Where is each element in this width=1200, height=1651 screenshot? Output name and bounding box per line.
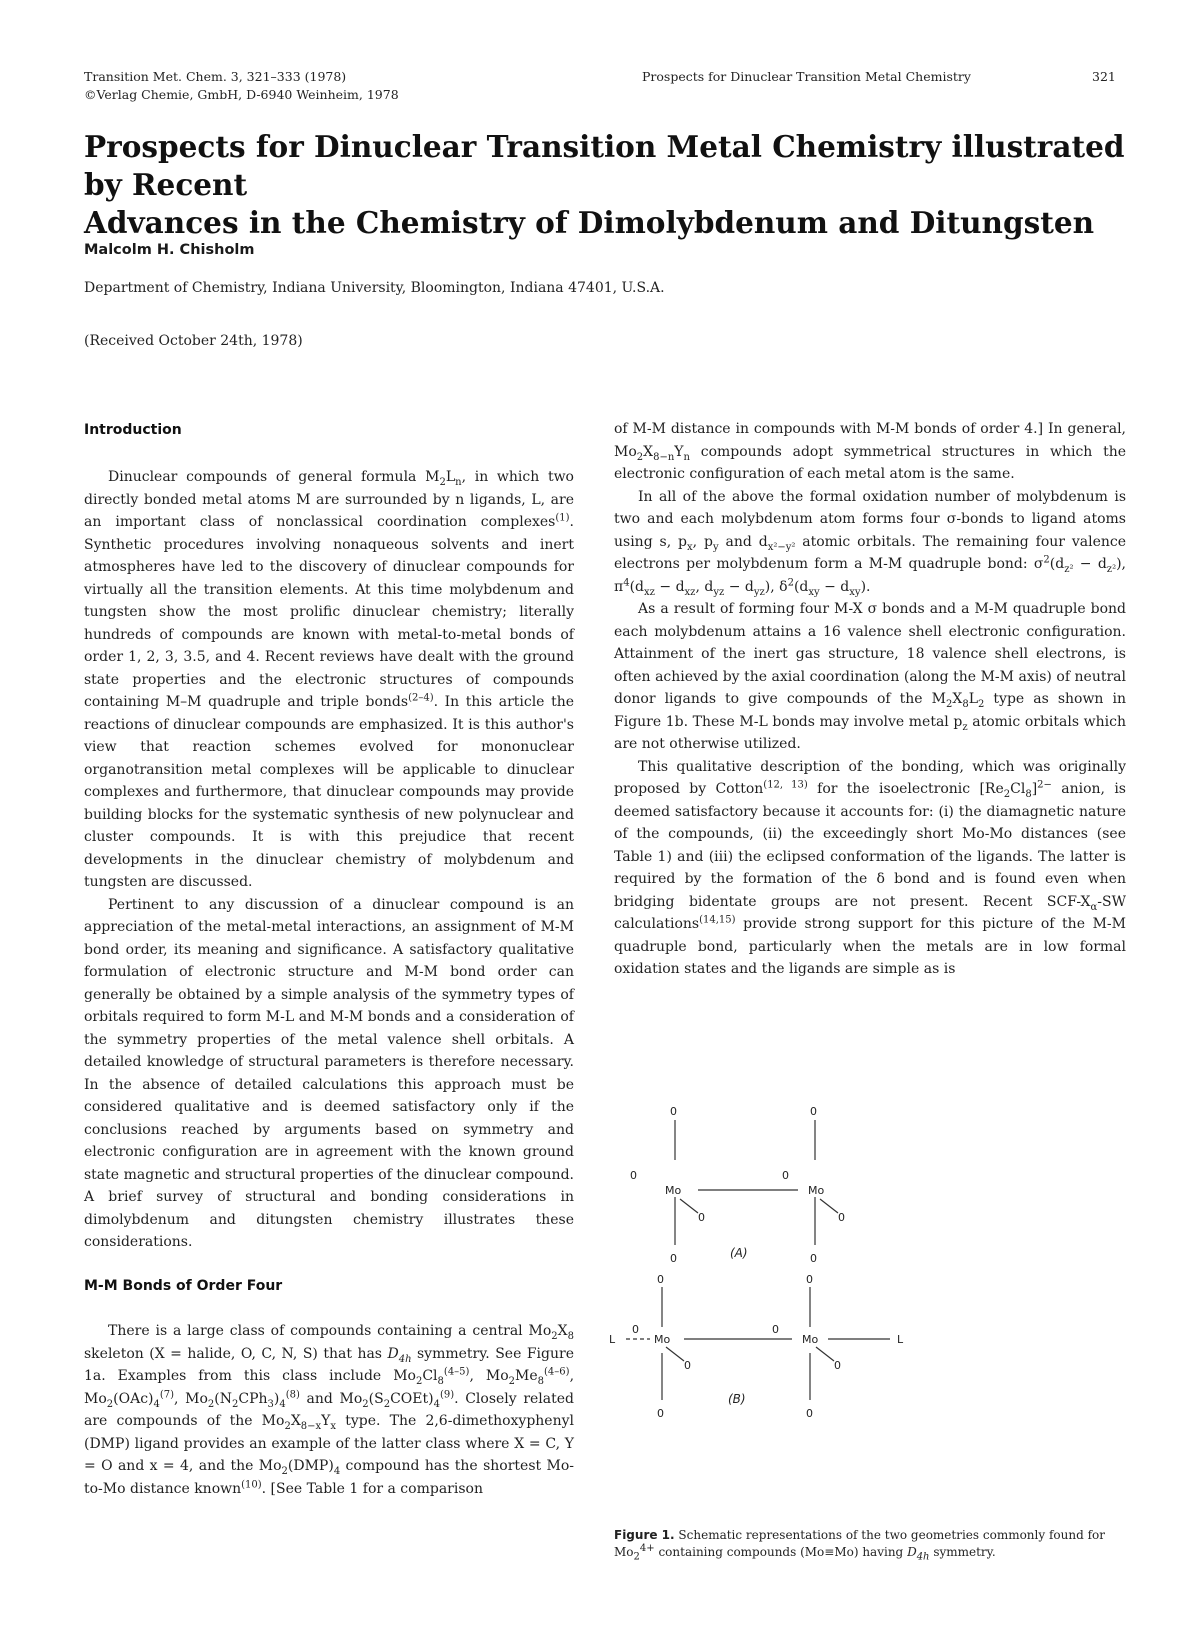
- intro-paragraph-1: Dinuclear compounds of general formula $M_2L_n$, in which two directly bonded metal atoms M are surrounded by n ligands, L, are an important class of nonclassical coordination complexes$^{(1)}$. Synthetic procedures involving nonaqueous solvents and inert atmospheres have led to the discovery of dinuclear compounds for virtually all the transition elements. At this time molybdenum and tungsten show the most prolific dinuclear chemistry; literally hundreds of compounds are known with metal-to-metal bonds of order 1, 2, 3, 3.5, and 4. Recent reviews have dealt with the ground state properties and the electronic structures of compounds containing M–M quadruple and triple bonds$^{(2-4)}$. In this article the reactions of dinuclear compounds are emphasized. It is this author's view that reaction schemes evolved for mononuclear organotransition metal complexes will be applicable to dinuclear complexes and furthermore, that dinuclear compounds may provide building blocks for the systematic synthesis of new polynuclear and cluster compounds. It is with this prejudice that recent developments in the dinuclear chemistry of molybdenum and tungsten are discussed.: [84, 469, 575, 890]
- article-title: [84, 128, 1144, 242]
- right-paragraph-4: This qualitative description of the bonding, which was originally proposed by Cotton$^{(12, 13)}$ for the isoelectronic $[Re_2Cl_8]^{2-}$ anion, is deemed satisfactory because it accounts for: (i) the diamagnetic nature of the compounds, (ii) the exceedingly short Mo-Mo distances (see Table 1) and (iii) the eclipsed conformation of the ligands. The latter is required by the formation of the δ bond and is found even when bridging bidentate groups are not present. Recent SCF-$X_\alpha-SW$ calculations$^{(14,15)}$ provide strong support for this picture of the M-M quadruple bond, particularly when the metals are in low formal oxidation states and the ligands are simple as is: [614, 758, 1126, 977]
- atom-l: L: [897, 1333, 904, 1346]
- right-paragraph-3: As a result of forming four M-X σ bonds and a M-M quadruple bond each molybdenum attains a 16 valence shell electronic configuration. Attainment of the inert gas structure, 18 valence shell electrons, is often achieved by the axial coordination (along the M-M axis) of neutral donor ligands to give compounds of the $M_2X_8L_2$ type as shown in Figure 1b. These M-L bonds may involve metal $p_z$ atomic orbitals which are not otherwise utilized.: [614, 601, 1126, 752]
- mm4-paragraph-1: There is a large class of compounds containing a central $Mo_2X_8$ skeleton (X = halide, O, C, N, S) that has $D_{4h}$ symmetry. See Figure 1a. Examples from this class include $Mo_2Cl_8^{(4-5)}$, $Mo_2Me_8^{(4-6)}$, $Mo_2(OAc)_4^{(7)}$, $Mo_2(N_2CPh_3)_4^{(8)}$ and $Mo_2(S_2COEt)_4^{(9)}$. Closely related are compounds of the $Mo_2X_{8-x}Y_x$ type. The 2,6-dimethoxyphenyl (DMP) ligand provides an example of the latter class where X = C, Y = O and x = 4, and the $Mo_2(DMP)_4$ compound has the shortest Mo-to-Mo distance known$^{(10)}$. [See Table 1 for a comparison: [84, 1323, 575, 1497]
- right-column-text: [614, 418, 1126, 981]
- bond-a-left-diag: [680, 1199, 698, 1213]
- label-structure-a: (A): [730, 1246, 748, 1260]
- atom-o: 0: [782, 1169, 789, 1182]
- atom-mo: Mo: [802, 1333, 819, 1346]
- atoms-a: [630, 1105, 845, 1265]
- atom-o: 0: [810, 1105, 817, 1118]
- atom-o: 0: [838, 1211, 845, 1224]
- title-line-2: Advances in the Chemistry of Dimolybdenum and Ditungsten: [84, 205, 1095, 240]
- atom-o: 0: [670, 1252, 677, 1265]
- bond-a-right-diag: [820, 1199, 838, 1213]
- atom-o: 0: [772, 1323, 779, 1336]
- page-number: 321: [1092, 69, 1116, 84]
- section-heading-introduction: Introduction: [84, 422, 182, 438]
- atom-o: 0: [834, 1359, 841, 1372]
- intro-paragraph-2: Pertinent to any discussion of a dinuclear compound is an appreciation of the metal-metal interactions, an assignment of M-M bond order, its meaning and significance. A satisfactory qualitative formulation of electronic structure and M-M bond order can generally be obtained by a simple analysis of the symmetry types of orbitals required to form M-L and M-M bonds and a consideration of the symmetry properties of the metal valence shell orbitals. A detailed knowledge of structural parameters is therefore necessary. In the absence of detailed calculations this approach must be considered qualitative and is deemed satisfactory only if the conclusions reached by arguments based on symmetry and electronic configuration are in agreement with the known ground state magnetic and structural properties of the dinuclear compound. A brief survey of structural and bonding considerations in dimolybdenum and ditungsten chemistry illustrates these considerations.: [84, 896, 574, 1250]
- figure-1-caption: Figure 1. Schematic representations of the two geometries commonly found for $Mo_2^{4+}$ containing compounds (Mo≡Mo) having $D_{4h}$ symmetry.: [614, 1528, 1105, 1563]
- atom-mo: Mo: [808, 1184, 825, 1197]
- bond-b-right-diag: [816, 1347, 834, 1361]
- journal-line-2: ©Verlag Chemie, GmbH, D-6940 Weinheim, 1978: [84, 87, 399, 102]
- atom-l: L: [609, 1333, 616, 1346]
- caption-label: Figure 1.: [614, 1528, 675, 1542]
- journal-line-1: Transition Met. Chem. 3, 321–333 (1978): [84, 69, 347, 84]
- received-date: (Received October 24th, 1978): [84, 333, 303, 349]
- figure-1-schematic: [610, 1095, 1120, 1495]
- bond-b-left-diag: [666, 1347, 684, 1361]
- atom-o: 0: [670, 1105, 677, 1118]
- left-column-intro: [84, 466, 574, 1254]
- title-line-1: Prospects for Dinuclear Transition Metal Chemistry illustrated by Recent: [84, 129, 1125, 202]
- author-name: Malcolm H. Chisholm: [84, 242, 255, 258]
- atom-o: 0: [806, 1273, 813, 1286]
- section-heading-mm-order-four: M-M Bonds of Order Four: [84, 1278, 283, 1294]
- affiliation: Department of Chemistry, Indiana University, Bloomington, Indiana 47401, U.S.A.: [84, 280, 665, 296]
- atom-mo: Mo: [654, 1333, 671, 1346]
- right-paragraph-2: In all of the above the formal oxidation number of molybdenum is two and each molybdenum atom forms four σ-bonds to ligand atoms using s, $p_x$, $p_y$ and $d_{x^2-y^2}$ atomic orbitals. The remaining four valence electrons per molybdenum form a M-M quadruple bond: $\sigma^2(d_{z^2} - d_{z^2})$, $\pi^4(d_{xz} - d_{xz}$, $d_{yz} - d_{yz}$), $\delta^2(d_{xy} - d_{xy})$.: [614, 488, 1127, 598]
- structure-a: [675, 1120, 838, 1245]
- right-paragraph-1: of M-M distance in compounds with M-M bonds of order 4.] In general, $Mo_2X_{8-n}Y_n$ compounds adopt symmetrical structures in which the electronic configuration of each metal atom is the same.: [614, 421, 1126, 482]
- running-title: Prospects for Dinuclear Transition Metal Chemistry: [642, 69, 971, 84]
- atom-o: 0: [810, 1252, 817, 1265]
- atom-o: 0: [657, 1273, 664, 1286]
- atom-o: 0: [632, 1323, 639, 1336]
- atom-mo: Mo: [665, 1184, 682, 1197]
- left-column-mm4: [84, 1320, 574, 1500]
- atoms-b: [609, 1273, 904, 1420]
- atom-o: 0: [630, 1169, 637, 1182]
- journal-citation: [84, 68, 399, 104]
- label-structure-b: (B): [728, 1392, 746, 1406]
- atom-o: 0: [657, 1407, 664, 1420]
- atom-o: 0: [806, 1407, 813, 1420]
- atom-o: 0: [684, 1359, 691, 1372]
- atom-o: 0: [698, 1211, 705, 1224]
